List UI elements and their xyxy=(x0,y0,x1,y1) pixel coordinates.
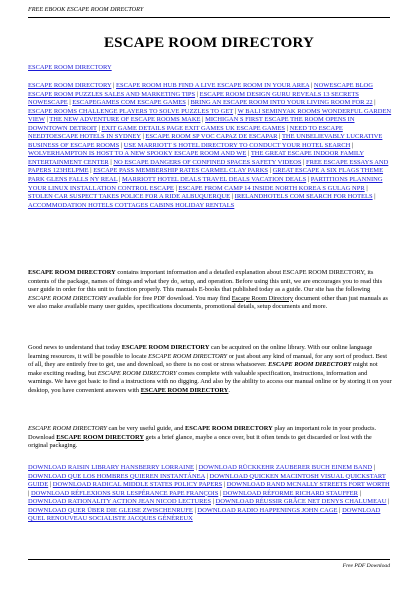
related-link[interactable]: ESCAPE ROOM DESIGN GURU REVEALS 13 SECRETS NOWESCAPE xyxy=(28,90,359,107)
download-link[interactable]: DOWNLOAD RATIONALITY ACTION JEAN NICOD LECTURES xyxy=(28,498,212,505)
related-links-block: ESCAPE ROOM DIRECTORY | ESCAPE ROOM HUB FIND A LIVE ESCAPE ROOM IN YOUR AREA | NOWESCAPE BLOG ESCAPE ROOM PUZZLES SALES AND MARKETING TIPS | ESCAPE ROOM DESIGN GURU REVEALS 13 SECRETS NOWESCAPE | ESCAPEGAMES COM ESCAPE GAMES | BRING AN ESCAPE ROOM INTO YOUR LIVING ROOM FOR 22 | ESCAPE ROOMS CHALLENGE PLAYERS TO SOLVE PUZZLES TO GET | W BALI SEMINYAK ROOMS WONDERFUL GARDEN VIEW | THE NEW ADVENTURE OF ESCAPE ROOMS MAKE | MICHIGAN S FIRST ESCAPE THE ROOM OPENS IN DOWNTOWN DETROIT | EXIT GAME DETAILS PAGE EXIT GAMES UK ESCAPE GAMES | NEED TO ESCAPE NEEDTOESCAPE HOTELS IN SYDNEY | ESCAPE ROOM SP VOC CAPAZ DE ESCAPAR | THE UNBELIEVABLY LUCRATIVE BUSINESS OF ESCAPE ROOMS | USE MARRIOTT S HOTEL DIRECTORY TO CONDUCT YOUR HOTEL SEARCH | WOLVERHAMPTON IS HOST TO A NEW SPOOKY ESCAPE ROOM AND WE | THE GREAT ESCAPE INDOOR FAMILY ENTERTAINMENT CENTER | NO ESCAPE DANGERS OF CONFINED SPACES SAFETY VIDEOS | FREE ESCAPE ESSAYS AND PAPERS 123HELPME | ESCAPE PASS MEMBERSHIP RATES CARMEL CLAY PARKS | GREAT ESCAPE A SIX FLAGS THEME PARK GLENS FALLS NY REAL | MARRIOTT HOTEL DEALS TRAVEL DEALS VACATION DEALS | PARTITIONS PLANNING YOUR LINUX INSTALLATION CONTROL ESCAPE | ESCAPE FROM CAMP 14 INSIDE NORTH KOREA S GULAG NPR | STOLEN CAR SUSPECT TAKES POLICE FOR A RIDE ALBUQUERQUE | IRELANDHOTELS COM SEARCH FOR HOTELS | ACCOMMODATION HOTELS COTTAGES CABINS HOLIDAY RENTALS xyxy=(28,82,392,209)
paragraph-text: gets a brief glance, maybe a once over, but it often tends to get discarded or lost with the original packaging. xyxy=(28,433,372,449)
related-link[interactable]: ESCAPE ROOM DIRECTORY xyxy=(28,82,112,89)
download-link[interactable]: DOWNLOAD QUER ÜBER DIE GLEISE ZWISCHENRUFE xyxy=(28,506,193,514)
keyword-link[interactable]: Escape Room Directory xyxy=(231,294,294,302)
keyword-link[interactable]: ESCAPE ROOM DIRECTORY xyxy=(56,433,144,441)
related-link[interactable]: ACCOMMODATION HOTELS COTTAGES CABINS HOLIDAY RENTALS xyxy=(28,201,235,209)
related-link[interactable]: MICHIGAN S FIRST ESCAPE THE ROOM OPENS IN DOWNTOWN DETROIT xyxy=(28,116,355,132)
related-link[interactable]: NOWESCAPE BLOG ESCAPE ROOM PUZZLES SALES AND MARKETING TIPS xyxy=(28,82,373,98)
download-link[interactable]: DOWNLOAD RÉFLEXIONS SUR LESPÉRANCE PAPE FRANÇOIS xyxy=(30,489,219,497)
download-link[interactable]: DOWNLOAD RÉFORME RICHARD STAUFFER xyxy=(222,489,358,497)
download-link[interactable]: DOWNLOAD RAISIN LIBRARY HANSBERRY LORRAINE xyxy=(28,464,194,471)
keyword-bold-italic: ESCAPE ROOM DIRECTORY xyxy=(268,361,352,368)
keyword-bold: ESCAPE ROOM DIRECTORY xyxy=(121,344,210,351)
running-footer: Free PDF Download xyxy=(28,559,390,570)
related-link[interactable]: THE NEW ADVENTURE OF ESCAPE ROOMS MAKE xyxy=(49,116,201,124)
paragraph-text: can be acquired on the online library. With our online language learning resources, it will be possible to locate xyxy=(28,344,373,360)
related-link[interactable]: NEED TO ESCAPE NEEDTOESCAPE HOTELS IN SYDNEY xyxy=(28,124,343,141)
paragraph-text: or just about any kind of manual, for any sort of product. Best of all, they are entirely free to get, use and download, so there is no cost or stress whatsoever. xyxy=(28,352,388,368)
keyword-italic: ESCAPE ROOM DIRECTORY xyxy=(28,294,107,302)
related-link[interactable]: ESCAPE ROOM HUB FIND A LIVE ESCAPE ROOM IN YOUR AREA xyxy=(116,82,310,89)
download-link[interactable]: DOWNLOAD QUE LOS HOMBRES QUIEREN INSTANTÁNEA xyxy=(28,472,205,480)
availability-paragraph xyxy=(28,344,392,395)
related-link[interactable]: EXIT GAME DETAILS PAGE EXIT GAMES UK ESCAPE GAMES xyxy=(101,124,286,132)
usefulness-paragraph xyxy=(28,425,392,451)
related-link[interactable]: NO ESCAPE DANGERS OF CONFINED SPACES SAFETY VIDEOS xyxy=(113,158,302,166)
related-link[interactable]: ESCAPE PASS MEMBERSHIP RATES CARMEL CLAY PARKS xyxy=(93,167,269,175)
paragraph-text: contains important information and a detailed explanation about ESCAPE ROOM DIRECTORY, its contents of the package, names of things and what they do, setup, and operation. Before using this unit, we are encourages you to read this user guide in order for this unit to function properly. This manuals E-books that published today as a guide. Our site has the following xyxy=(28,269,383,293)
related-link[interactable]: ESCAPE ROOM SP VOC CAPAZ DE ESCAPAR xyxy=(145,133,278,141)
related-link[interactable]: WOLVERHAMPTON IS HOST TO A NEW SPOOKY ESCAPE ROOM AND WE xyxy=(28,150,247,158)
related-link[interactable]: GREAT ESCAPE A SIX FLAGS THEME PARK GLENS FALLS NY REAL xyxy=(28,167,384,184)
keyword-italic: ESCAPE ROOM DIRECTORY xyxy=(28,425,107,432)
download-link[interactable]: DOWNLOAD RÉUSSIR GRÂCE NET DENYS CHALUMEAU xyxy=(215,498,387,505)
download-link[interactable]: DOWNLOAD QUEL RENOUVEAU SOCIALISTE JACQUES GÉNÉREUX xyxy=(28,506,381,522)
keyword-italic: ESCAPE ROOM DIRECTORY xyxy=(97,369,177,377)
paragraph-text: . xyxy=(228,386,231,394)
paragraph-text: might not make exciting reading, but xyxy=(28,361,378,377)
related-link[interactable]: BRING AN ESCAPE ROOM INTO YOUR LIVING ROOM FOR 22 xyxy=(190,99,373,107)
related-link[interactable]: FREE ESCAPE ESSAYS AND PAPERS 123HELPME xyxy=(28,158,389,175)
paragraph-text: play an important role in your products. Download xyxy=(28,425,377,441)
running-header: FREE EBOOK ESCAPE ROOM DIRECTORY xyxy=(28,6,390,18)
download-link[interactable]: DOWNLOAD QUICKEN MACINTOSH VISUAL QUICKSTART GUIDE xyxy=(28,472,386,488)
related-link[interactable]: PARTITIONS PLANNING YOUR LINUX INSTALLATION CONTROL ESCAPE xyxy=(28,176,383,192)
related-link[interactable]: THE UNBELIEVABLY LUCRATIVE BUSINESS OF ESCAPE ROOMS xyxy=(28,133,383,149)
keyword-bold: ESCAPE ROOM DIRECTORY xyxy=(185,425,273,432)
related-link[interactable]: USE MARRIOTT S HOTEL DIRECTORY TO CONDUCT YOUR HOTEL SEARCH xyxy=(123,141,351,149)
download-link[interactable]: DOWNLOAD RADICAL MIDDLE STATES POLICY PAPERS xyxy=(52,481,223,488)
related-link[interactable]: W BALI SEMINYAK ROOMS WONDERFUL GARDEN VIEW xyxy=(28,107,392,124)
related-link[interactable]: IRELANDHOTELS COM SEARCH FOR HOTELS xyxy=(234,193,373,201)
intro-paragraph xyxy=(28,269,392,312)
related-link[interactable]: ESCAPE FROM CAMP 14 INSIDE NORTH KOREA S GULAG NPR xyxy=(178,184,365,192)
download-link[interactable]: DOWNLOAD RAND MCNALLY STREETS FORT WORTH xyxy=(226,481,390,488)
paragraph-text: Good news to understand that today xyxy=(28,344,122,351)
keyword-italic: ESCAPE ROOM DIRECTORY xyxy=(148,352,228,360)
related-link[interactable]: THE GREAT ESCAPE INDOOR FAMILY ENTERTAINMENT CENTER xyxy=(28,150,365,166)
home-link[interactable]: ESCAPE ROOM DIRECTORY xyxy=(28,64,112,71)
keyword-bold: ESCAPE ROOM DIRECTORY xyxy=(28,269,116,276)
related-link[interactable]: ESCAPE ROOMS CHALLENGE PLAYERS TO SOLVE PUZZLES TO GET xyxy=(28,107,234,115)
download-link[interactable]: DOWNLOAD RÜCKKEHR ZAUBERER BUCH EINEM BAND xyxy=(198,464,373,471)
page-title: ESCAPE ROOM DIRECTORY xyxy=(103,35,315,51)
keyword-link[interactable]: ESCAPE ROOM DIRECTORY xyxy=(140,386,229,394)
related-link[interactable]: ESCAPEGAMES COM ESCAPE GAMES xyxy=(72,99,186,107)
paragraph-text: can be very useful guide, and xyxy=(106,425,186,432)
related-link[interactable]: STOLEN CAR SUSPECT TAKES POLICE FOR A RIDE ALBUQUERQUE xyxy=(28,193,231,201)
related-link[interactable]: MARRIOTT HOTEL DEALS TRAVEL DEALS VACATION DEALS xyxy=(122,176,307,184)
paragraph-text: available for free PDF download. You may find xyxy=(106,294,232,302)
paragraph-text: comes complete with valuable specification, instructions, information and warnings. We have got basic to find a instructions with no digging. And also by the ability to access our manual online or by storing it on your desktop, you have convenient answers with xyxy=(28,369,392,394)
download-links-block: DOWNLOAD RAISIN LIBRARY HANSBERRY LORRAINE | DOWNLOAD RÜCKKEHR ZAUBERER BUCH EINEM BAND | DOWNLOAD QUE LOS HOMBRES QUIEREN INSTANTÁNEA | DOWNLOAD QUICKEN MACINTOSH VISUAL QUICKSTART GUIDE | DOWNLOAD RADICAL MIDDLE STATES POLICY PAPERS | DOWNLOAD RAND MCNALLY STREETS FORT WORTH | DOWNLOAD RÉFLEXIONS SUR LESPÉRANCE PAPE FRANÇOIS | DOWNLOAD RÉFORME RICHARD STAUFFER | DOWNLOAD RATIONALITY ACTION JEAN NICOD LECTURES | DOWNLOAD RÉUSSIR GRÂCE NET DENYS CHALUMEAU | DOWNLOAD QUER ÜBER DIE GLEISE ZWISCHENRUFE | DOWNLOAD RADIO HAPPENINGS JOHN CAGE | DOWNLOAD QUEL RENOUVEAU SOCIALISTE JACQUES GÉNÉREUX xyxy=(28,464,390,522)
download-link[interactable]: DOWNLOAD RADIO HAPPENINGS JOHN CAGE xyxy=(197,506,338,514)
paragraph-text: document other than just manuals as we also make available many user guides, specifications documents, promotional details, setup documents and more. xyxy=(28,294,388,310)
